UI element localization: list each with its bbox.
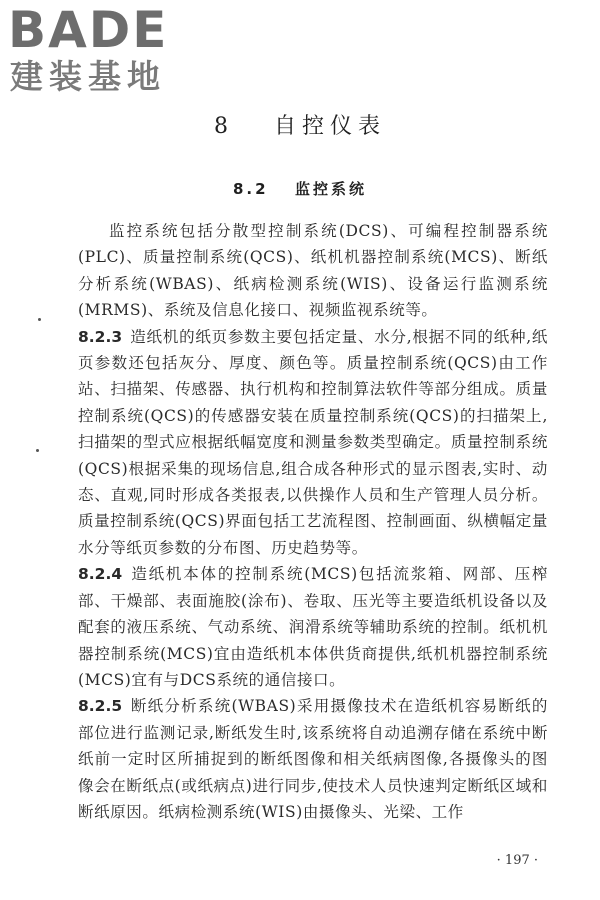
watermark-subtitle: 建装基地 [10, 57, 166, 96]
chapter-heading [0, 112, 600, 142]
section-number: 8.2 [232, 180, 269, 198]
section-heading [0, 178, 600, 200]
clause-8-2-3 [78, 324, 548, 562]
scan-speck [36, 449, 39, 452]
body-text [78, 218, 548, 825]
chapter-title: 自控仪表 [273, 114, 386, 139]
clause-text: 造纸机的纸页参数主要包括定量、水分,根据不同的纸种,纸页参数还包括灰分、厚度、颜色等。质量控制系统(QCS)由工作站、扫描架、传感器、执行机构和控制算法软件等部分组成。质量控制系统(QCS)的传感器安装在质量控制系统(QCS)的扫描架上,扫描架的型式应根据纸幅宽度和测量参数类型确定。质量控制系统(QCS)根据采集的现场信息,组合成各种形式的显示图表,实时、动态、直观,同时形成各类报表,以供操作人员和生产管理人员分析。质量控制系统(QCS)界面包括工艺流程图、控制画面、纵横幅定量水分等纸页参数的分布图、历史趋势等。 [78, 327, 548, 557]
scan-speck [38, 318, 41, 321]
watermark-brand: BADE [8, 1, 169, 59]
clause-text: 断纸分析系统(WBAS)采用摄像技术在造纸机容易断纸的部位进行监测记录,断纸发生时,该系统将自动追溯存储在系统中断纸前一定时区所捕捉到的断纸图像和相关纸病图像,各摄像头的图像会在断纸点(或纸病点)进行同步,使技术人员快速判定断纸区域和断纸原因。纸病检测系统(WIS)由摄像头、光梁、工作 [78, 697, 548, 821]
clause-text: 造纸机本体的控制系统(MCS)包括流浆箱、网部、压榨部、干燥部、表面施胶(涂布)、卷取、压光等主要造纸机设备以及配套的液压系统、气动系统、润滑系统等辅助系统的控制。纸机机器控制系统(MCS)宜由造纸机本体供货商提供,纸机机器控制系统(MCS)宜有与DCS系统的通信接口。 [78, 565, 548, 689]
clause-number: 8.2.3 [78, 327, 123, 346]
clause-8-2-4 [78, 561, 548, 693]
clause-number: 8.2.4 [78, 565, 123, 584]
chapter-number: 8 [213, 114, 234, 139]
clause-number: 8.2.5 [78, 697, 123, 716]
watermark-logo [8, 1, 176, 100]
section-title: 监控系统 [295, 180, 368, 198]
clause-8-2-5 [78, 693, 548, 825]
page-number: · 197 · [496, 853, 538, 868]
intro-paragraph: 监控系统包括分散型控制系统(DCS)、可编程控制器系统(PLC)、质量控制系统(QCS)、纸机机器控制系统(MCS)、断纸分析系统(WBAS)、纸病检测系统(WIS)、设备运行监测系统(MRMS)、系统及信息化接口、视频监视系统等。 [78, 222, 548, 320]
